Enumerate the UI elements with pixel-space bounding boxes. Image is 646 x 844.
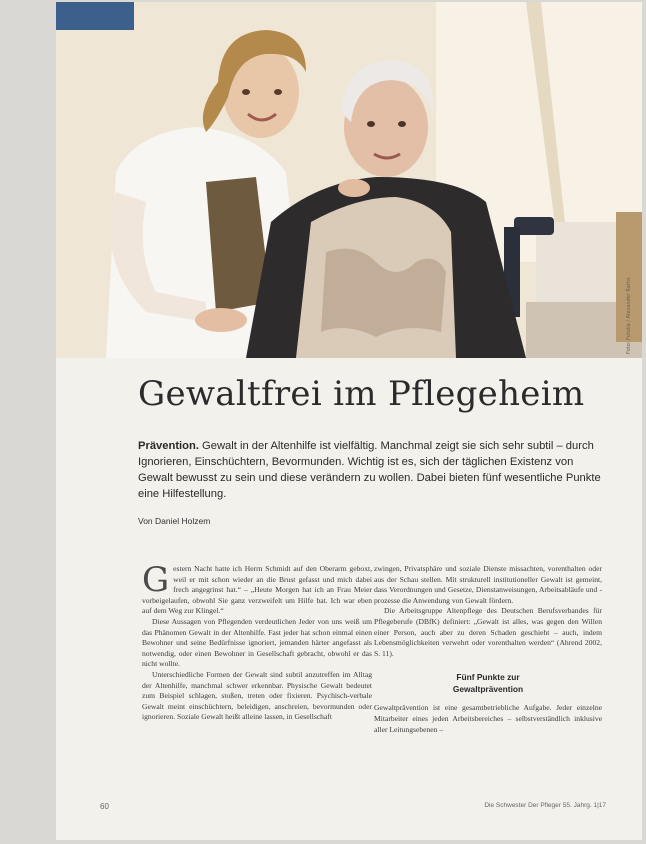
lead-text: Gewalt in der Altenhilfe ist vielfältig. Manchmal zeigt sie sich sehr subtil – durch Ignorieren, Einschüchtern, Bevormunden. Wichtig ist es, sich der täglichen Existenz von Gewalt bewusst zu sein und diese verändern zu wollen. Dabei bieten fünf wesentliche Punkte eine Hilfestellung. — [138, 440, 601, 500]
section-subheading: Fünf Punkte zur Gewaltprävention — [452, 672, 524, 695]
section-color-tab — [56, 2, 134, 30]
magazine-page — [56, 2, 642, 840]
article-title: Gewaltfrei im Pflegeheim — [138, 374, 585, 414]
paragraph: Diese Aussagen von Pflegenden verdeutlichen Jeder von uns weiß um das Phänomen Gewalt in der Altenhilfe. Fast jeder hat schon einmal einen Bewohner und seine Bedürfnisse ignoriert, jemanden härter angefasst als notwendig, oder einen Bewohner in Gesellschaft gebracht, obwohl er das nicht wollte. — [142, 616, 372, 669]
paragraph: Unterschiedliche Formen der Gewalt sind subtil anzutreffen im Alltag der Altenhilfe, manchmal schwer erkennbar. Physische Gewalt bedeutet zum Beispiel schlagen, stoßen, treten oder fixieren. Psychisch-verbale Gewalt meint einschüchtern, beleidigen, anschreien, bevormunden oder ignorieren. Soziale Gewalt heißt alleine lassen, in Gesellschaft — [142, 669, 372, 722]
paragraph: Die Arbeitsgruppe Altenpflege des Deutschen Berufsverbandes für Pflegeberufe (DBfK) definiert: „Gewalt ist alles, was gegen den Willen einer Person, auch aber zu deren Schaden geschieht – auch, indem Lebensmöglichkeiten verwehrt oder vorenthalten werden“ (Ahrend 2002, S. 11). — [374, 606, 602, 658]
author-byline: Von Daniel Holzem — [138, 516, 211, 526]
photo-credit: Foto: Fotolia / Alexander Raths — [626, 277, 632, 354]
caregiver-and-resident-illustration — [56, 2, 642, 358]
page-number: 60 — [100, 802, 109, 811]
publication-footer: Die Schwester Der Pfleger 55. Jahrg. 1|17 — [484, 802, 606, 809]
paragraph: zwingen, Privatsphäre und soziale Dienste missachten, vorenthalten oder aus der Schau stellen. Mit strukturell institutioneller Gewalt ist gemeint, dass Verordnungen und Gesetze, Dienstanweisungen, Arbeitsabläufe und -prozesse die Anwendung von Gewalt fördern. — [374, 564, 602, 605]
article-photo — [56, 2, 642, 358]
lead-keyword: Prävention. — [138, 440, 199, 452]
text-column-left — [142, 560, 372, 723]
article-lead — [138, 438, 608, 502]
paragraph: Gestern Nacht hatte ich Herrn Schmidt auf den Oberarm geboxt, weil er mit schon wieder an die Brust gefasst und mich dabei frech angegrinst hat.“ – „Heute Morgen hat ich an Frau Meier vorbeigelaufen, obwohl Sie ganz verzweifelt um Hilfe bat. Ich war eben auf dem Weg zur Klingel.“ — [142, 560, 372, 616]
text-column-right — [374, 564, 602, 735]
drop-cap: G — [142, 560, 170, 600]
paragraph: Gewaltprävention ist eine gesamtbetriebliche Aufgabe. Jeder einzelne Mitarbeiter eines jeden Arbeitsbereiches – selbstverständlich inklusive aller Leitungsebenen – — [374, 703, 602, 734]
